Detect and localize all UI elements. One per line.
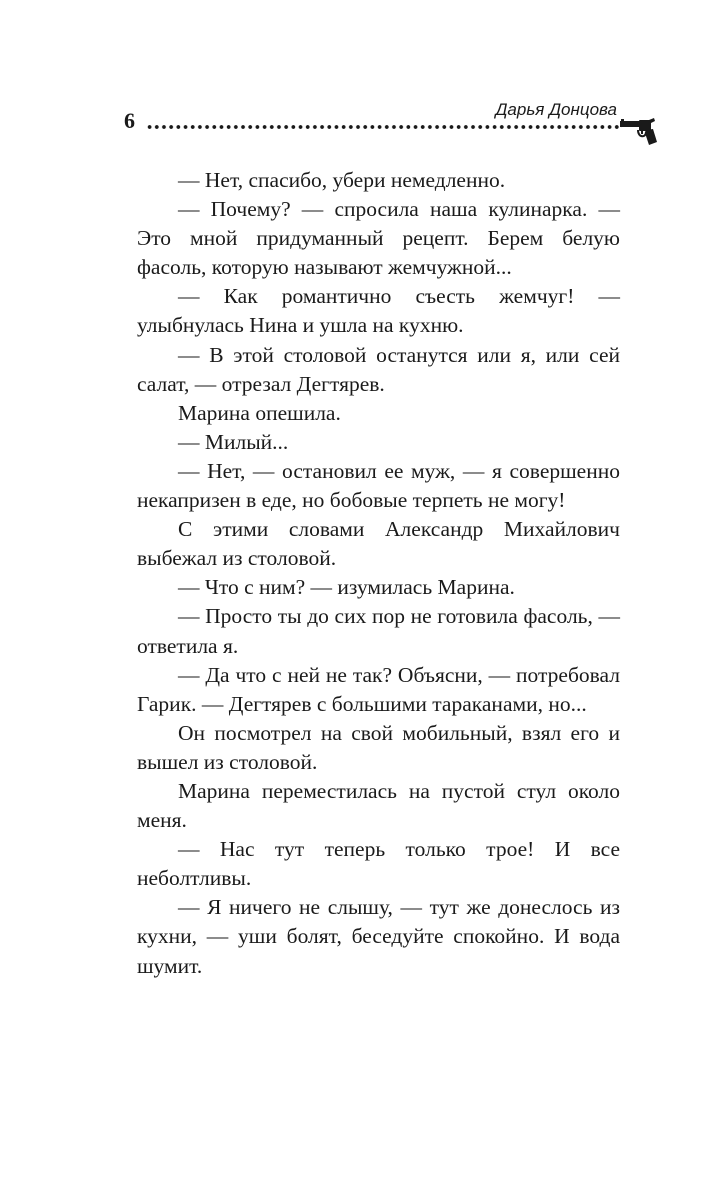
paragraph: — Нет, — остановил ее муж, — я совершенно некапризен в еде, но бобовые терпеть не могу! <box>137 458 620 513</box>
paragraph: — Я ничего не слышу, — тут же донеслось из кухни, — уши болят, беседуйте спокойно. И вода шумит. <box>137 895 620 978</box>
paragraph: — В этой столовой останутся или я, или сей салат, — отрезал Дегтярев. <box>137 342 620 396</box>
paragraph: — Просто ты до сих пор не готовила фасоль, — ответила я. <box>137 604 620 658</box>
body-text <box>137 166 620 981</box>
paragraph: Он посмотрел на свой мобильный, взял его и вышел из столовой. <box>137 720 620 774</box>
running-header <box>0 0 715 150</box>
paragraph: — Как романтично съесть жемчуг! — улыбнулась Нина и ушла на кухню. <box>137 284 620 338</box>
paragraph: — Почему? — спросила наша кулинарка. — Это мной придуманный рецепт. Берем белую фасоль, которую называют жемчужной... <box>137 197 620 280</box>
paragraph: Марина опешила. <box>178 400 341 425</box>
paragraph: Марина переместилась на пустой стул около меня. <box>137 778 620 833</box>
paragraph: — Нас тут теперь только трое! И все неболтливы. <box>137 837 620 891</box>
running-head-author: Дарья Донцова <box>495 100 617 119</box>
dotted-rule <box>146 124 622 130</box>
page-number: 6 <box>124 108 135 133</box>
paragraph: — Милый... <box>178 429 289 454</box>
paragraph: С этими словами Александр Михайлович выбежал из столовой. <box>137 517 620 571</box>
paragraph: — Что с ним? — изумилась Марина. <box>178 575 515 600</box>
paragraph: — Да что с ней не так? Объясни, — потребовал Гарик. — Дегтярев с большими тараканами, но... <box>137 662 620 716</box>
paragraph: — Нет, спасибо, убери немедленно. <box>178 168 506 192</box>
revolver-icon <box>619 118 659 146</box>
